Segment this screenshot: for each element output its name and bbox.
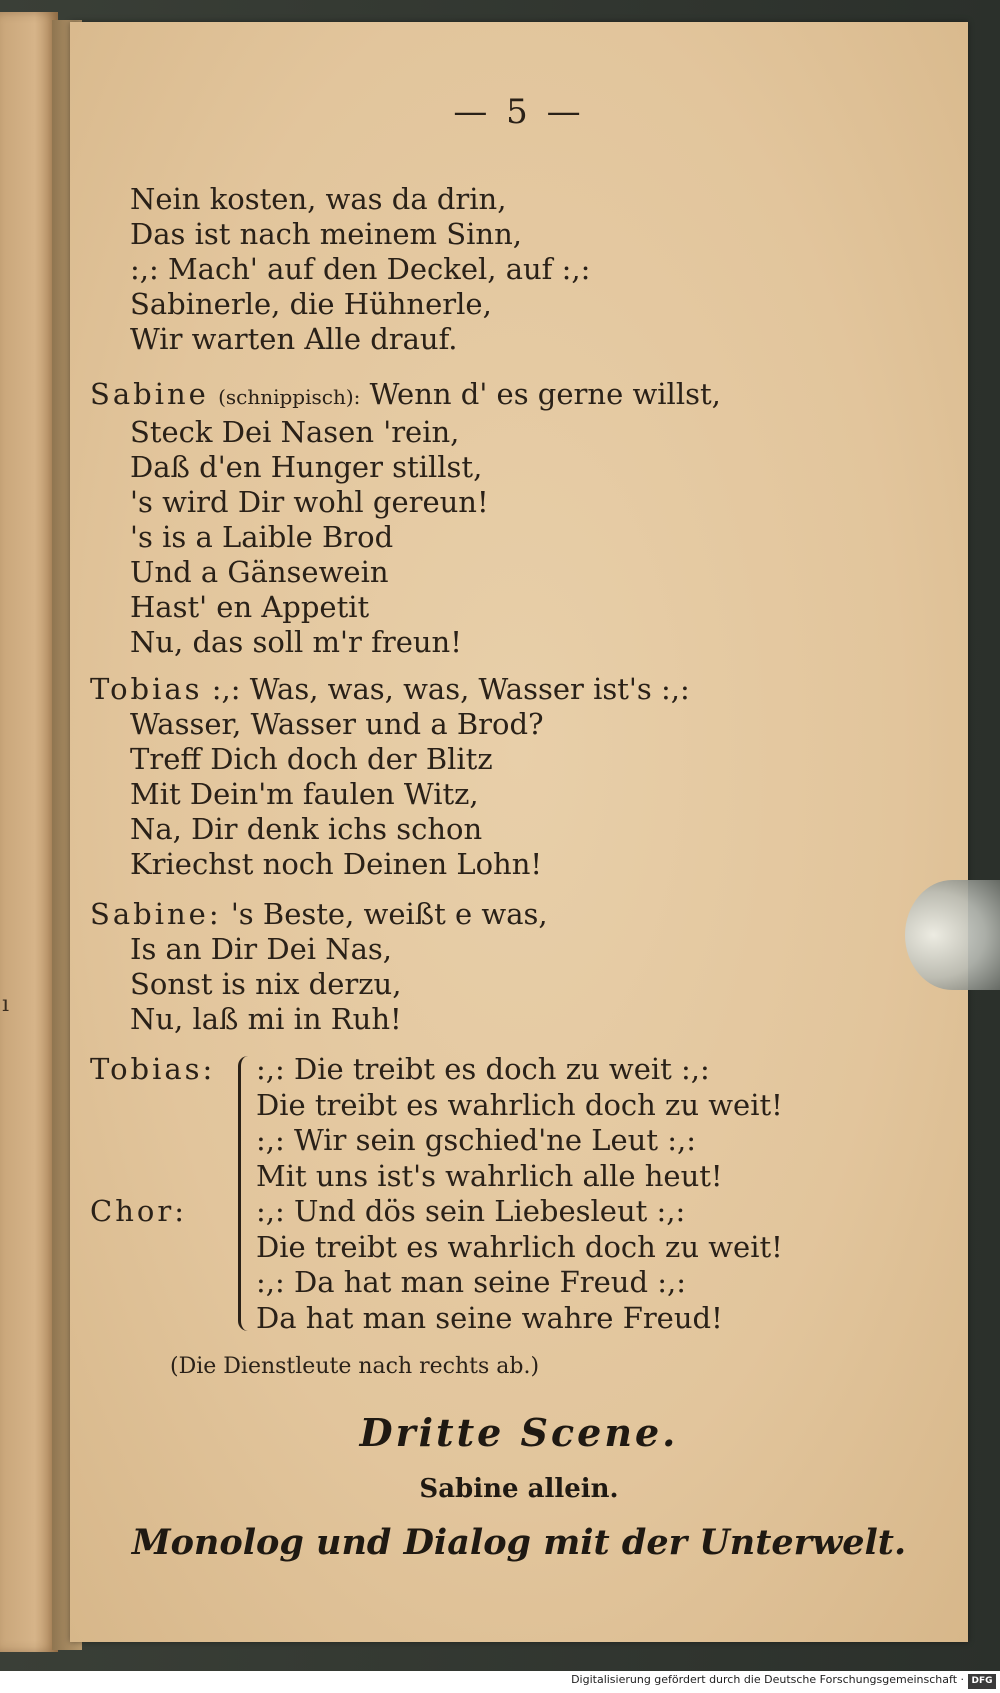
verse-line: :,: Mach' auf den Deckel, auf :,: (130, 252, 591, 286)
verse-line: :,: Was, was, was, Wasser ist's :,: (211, 672, 690, 706)
speaker-name: Tobias (90, 672, 203, 706)
page-clip (905, 880, 1000, 990)
book-page (70, 22, 968, 1642)
verse-line: :,: Und dös sein Liebesleut :,: (256, 1194, 686, 1228)
speaker-name: Chor: (90, 1194, 187, 1228)
dfg-logo-icon: DFG (968, 1674, 996, 1689)
verse-line: Wasser, Wasser und a Brod? (130, 707, 544, 741)
verse-line: :,: Die treibt es doch zu weit :,: (256, 1052, 710, 1086)
verse-line: Da hat man seine wahre Freud! (256, 1300, 723, 1335)
stage-direction: (schnippisch): (218, 385, 361, 409)
verse-line: Sabinerle, die Hühnerle, (130, 287, 492, 321)
finale-lines (256, 1052, 783, 1336)
verse-line: :,: Wir sein gschied'ne Leut :,: (256, 1123, 696, 1157)
curly-brace (238, 1056, 255, 1331)
verse-line: Is an Dir Dei Nas, (130, 932, 393, 966)
tobias-verse-1 (90, 672, 690, 882)
verse-top (90, 182, 590, 357)
previous-page-edge (0, 12, 58, 1652)
verse-line: Und a Gänsewein (130, 555, 389, 589)
verse-line: Wir warten Alle drauf. (130, 322, 458, 356)
page-number: — 5 — (453, 92, 585, 132)
scene-subtitle: Sabine allein. (419, 1474, 619, 1504)
verse-line: Sonst is nix derzu, (130, 967, 402, 1001)
verse-line: 's Beste, weißt e was, (230, 897, 548, 931)
scene-heading: Monolog und Dialog mit der Unterwelt. (131, 1522, 907, 1563)
verse-line: Daß d'en Hunger stillst, (130, 450, 483, 484)
verse-line: 's is a Laible Brod (130, 520, 394, 554)
verse-line: Nu, das soll m'r freun! (130, 625, 462, 659)
stage-note: (Die Dienstleute nach rechts ab.) (170, 1354, 540, 1379)
verse-line: Hast' en Appetit (130, 590, 370, 624)
verse-line: Die treibt es wahrlich doch zu weit! (256, 1229, 783, 1264)
footer-bar (0, 1671, 1000, 1693)
sabine-verse-2 (90, 897, 548, 1037)
verse-line: Na, Dir denk ichs schon (130, 812, 483, 846)
verse-line: :,: Da hat man seine Freud :,: (256, 1265, 687, 1299)
margin-mark: ı (2, 992, 10, 1017)
speaker-name: Sabine (90, 377, 209, 411)
verse-line: Die treibt es wahrlich doch zu weit! (256, 1087, 783, 1122)
verse-line: Nein kosten, was da drin, (130, 182, 507, 216)
sabine-verse-1 (90, 377, 721, 660)
scene-title: Dritte Scene. (359, 1410, 679, 1455)
verse-line: Treff Dich doch der Blitz (130, 742, 493, 776)
verse-line: Mit Dein'm faulen Witz, (130, 777, 479, 811)
funding-credit: Digitalisierung gefördert durch die Deutsche Forschungsgemeinschaft · (571, 1673, 964, 1686)
speaker-name: Sabine: (90, 897, 222, 931)
verse-line: Wenn d' es gerne willst, (369, 377, 721, 411)
verse-line: 's wird Dir wohl gereun! (130, 485, 489, 519)
verse-line: Steck Dei Nasen 'rein, (130, 415, 460, 449)
speaker-name: Tobias: (90, 1052, 216, 1086)
verse-line: Das ist nach meinem Sinn, (130, 217, 522, 251)
verse-line: Nu, laß mi in Ruh! (130, 1002, 402, 1036)
verse-line: Mit uns ist's wahrlich alle heut! (256, 1158, 723, 1193)
verse-line: Kriechst noch Deinen Lohn! (130, 847, 543, 881)
